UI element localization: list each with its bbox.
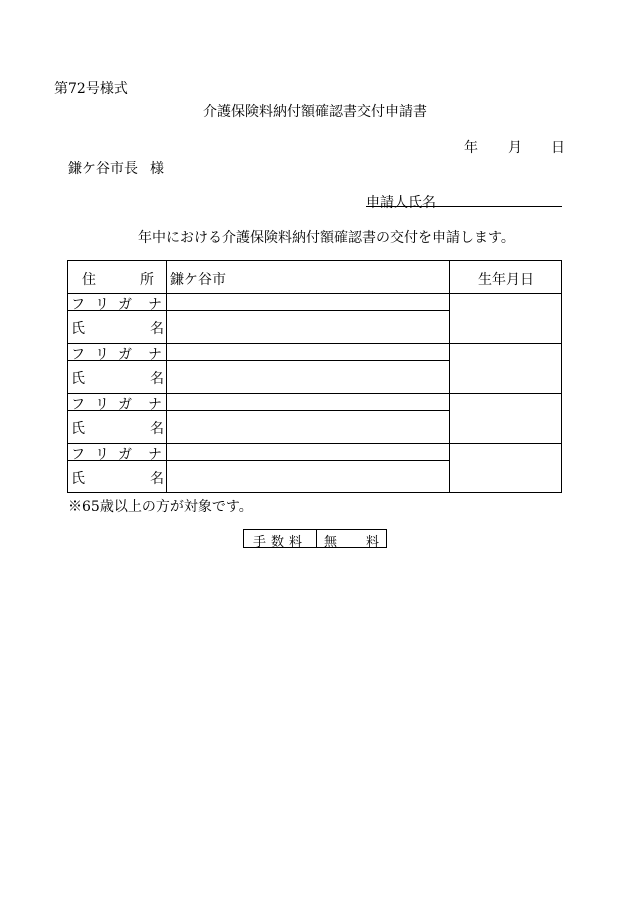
furigana-char: リ — [95, 347, 109, 363]
furigana-char: ナ — [148, 397, 162, 413]
application-table — [67, 260, 562, 493]
table-col-divider — [449, 261, 450, 492]
furigana-char: リ — [95, 397, 109, 413]
furigana-char: フ — [71, 447, 85, 463]
addressee-honorific: 様 — [150, 161, 164, 177]
furigana-char: ガ — [118, 347, 132, 363]
furigana-char: フ — [71, 397, 85, 413]
name-label-2: 名 — [150, 421, 164, 437]
applicant-name-label: 申請人氏名 — [366, 195, 436, 211]
address-label-2: 所 — [140, 272, 154, 288]
name-label-1: 氏 — [71, 321, 85, 337]
form-number: 第72号様式 — [54, 81, 128, 97]
addressee-name: 鎌ケ谷市長 — [68, 161, 138, 177]
furigana-char: リ — [95, 447, 109, 463]
furigana-char: ナ — [148, 447, 162, 463]
table-col-divider — [166, 261, 167, 492]
name-label-2: 名 — [150, 471, 164, 487]
date-year-label: 年 — [464, 140, 478, 156]
furigana-char: ナ — [148, 297, 162, 313]
furigana-char: ガ — [118, 447, 132, 463]
document-title: 介護保険料納付額確認書交付申請書 — [203, 104, 427, 120]
name-label-2: 名 — [150, 371, 164, 387]
name-label-1: 氏 — [71, 421, 85, 437]
eligibility-footnote: ※65歳以上の方が対象です。 — [68, 499, 253, 515]
fee-value-part-2: 料 — [366, 535, 380, 550]
name-label-2: 名 — [150, 321, 164, 337]
furigana-char: ナ — [148, 347, 162, 363]
fee-label: 手数料 — [253, 535, 308, 550]
birthdate-label: 生年月日 — [478, 272, 534, 288]
furigana-char: リ — [95, 297, 109, 313]
furigana-char: ガ — [118, 397, 132, 413]
furigana-char: フ — [71, 347, 85, 363]
fee-value-part-1: 無 — [324, 535, 338, 550]
table-row-divider — [68, 343, 561, 344]
furigana-char: フ — [71, 297, 85, 313]
applicant-name-line — [366, 206, 562, 207]
name-label-1: 氏 — [71, 371, 85, 387]
date-line — [464, 137, 565, 156]
application-statement: 年中における介護保険料納付額確認書の交付を申請します。 — [138, 230, 515, 246]
date-month-label: 月 — [508, 140, 522, 156]
table-row-divider — [68, 293, 561, 294]
furigana-char: ガ — [118, 297, 132, 313]
address-label-1: 住 — [82, 272, 96, 288]
date-day-label: 日 — [551, 140, 565, 156]
address-value: 鎌ケ谷市 — [170, 272, 226, 288]
fee-divider — [316, 530, 317, 547]
fee-box — [243, 529, 387, 548]
table-row-divider — [68, 443, 561, 444]
table-row-divider — [68, 393, 561, 394]
name-label-1: 氏 — [71, 471, 85, 487]
